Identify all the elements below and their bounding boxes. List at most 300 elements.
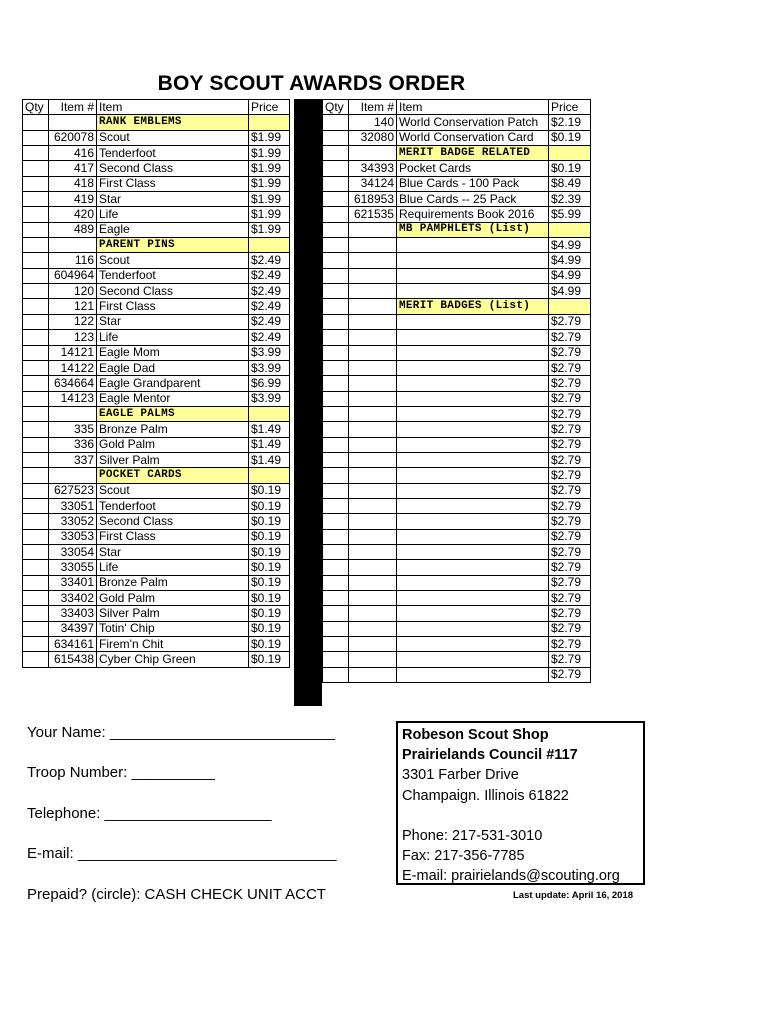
section-header-row [23, 115, 290, 130]
qty-cell[interactable] [23, 376, 49, 391]
table-row [323, 637, 591, 652]
table-row [323, 437, 591, 452]
qty-cell[interactable] [323, 130, 349, 145]
section-header-row [23, 406, 290, 421]
item-number-cell [349, 360, 397, 375]
qty-cell[interactable] [23, 299, 49, 314]
qty-cell[interactable] [23, 391, 49, 406]
price-cell: $0.19 [249, 544, 290, 559]
price-cell: $0.19 [249, 575, 290, 590]
table-row [23, 422, 290, 437]
item-number-cell [349, 146, 397, 161]
item-number-cell: 418 [49, 176, 97, 191]
item-name-cell [397, 468, 549, 483]
item-number-cell [349, 575, 397, 590]
qty-cell[interactable] [323, 514, 349, 529]
name-field[interactable]: Your Name: ___________________________ [27, 724, 336, 741]
item-name-cell: Silver Palm [97, 606, 249, 621]
qty-cell[interactable] [323, 606, 349, 621]
item-number-cell: 417 [49, 161, 97, 176]
table-row [23, 192, 290, 207]
item-name-cell [397, 314, 549, 329]
item-number-cell: 618953 [349, 192, 397, 207]
qty-cell[interactable] [23, 146, 49, 161]
item-name-cell [397, 621, 549, 636]
qty-cell[interactable] [323, 192, 349, 207]
price-cell: $2.49 [249, 314, 290, 329]
header-qty: Qty [323, 100, 349, 115]
table-row [23, 621, 290, 636]
qty-cell[interactable] [323, 637, 349, 652]
item-name-cell [397, 268, 549, 283]
header-name: Item [397, 100, 549, 115]
qty-cell[interactable] [323, 591, 349, 606]
qty-cell [23, 238, 49, 253]
section-header-row [323, 146, 591, 161]
price-cell: $2.79 [549, 514, 591, 529]
table-row [23, 575, 290, 590]
section-label: MB PAMPHLETS (List) [397, 222, 549, 237]
item-name-cell [397, 575, 549, 590]
table-row [323, 345, 591, 360]
price-cell: $1.99 [249, 192, 290, 207]
qty-cell[interactable] [23, 483, 49, 498]
table-row [23, 268, 290, 283]
price-cell: $2.79 [549, 376, 591, 391]
qty-cell[interactable] [323, 345, 349, 360]
section-label: RANK EMBLEMS [97, 115, 249, 130]
price-cell: $1.99 [249, 207, 290, 222]
qty-cell[interactable] [323, 452, 349, 467]
table-row [23, 529, 290, 544]
qty-cell[interactable] [323, 560, 349, 575]
qty-cell[interactable] [23, 284, 49, 299]
shop-fax: Fax: 217-356-7785 [402, 848, 525, 865]
table-row [23, 591, 290, 606]
table-row [323, 422, 591, 437]
qty-cell[interactable] [23, 575, 49, 590]
table-row [23, 222, 290, 237]
price-cell: $2.79 [549, 360, 591, 375]
header-row [323, 100, 591, 115]
table-row [323, 652, 591, 667]
qty-cell[interactable] [23, 652, 49, 667]
item-name-cell: Cyber Chip Green [97, 652, 249, 667]
item-name-cell: Scout [97, 130, 249, 145]
price-cell: $0.19 [249, 498, 290, 513]
qty-cell[interactable] [323, 529, 349, 544]
table-row [323, 575, 591, 590]
price-cell: $2.49 [249, 268, 290, 283]
price-cell: $1.99 [249, 130, 290, 145]
price-cell: $8.49 [549, 176, 591, 191]
item-name-cell: Eagle Dad [97, 360, 249, 375]
qty-cell[interactable] [323, 621, 349, 636]
table-row [23, 176, 290, 191]
item-number-cell [349, 314, 397, 329]
qty-cell[interactable] [323, 406, 349, 421]
price-cell: $3.99 [249, 345, 290, 360]
item-number-cell [349, 529, 397, 544]
price-cell: $2.79 [549, 575, 591, 590]
item-name-cell: Scout [97, 483, 249, 498]
qty-cell[interactable] [323, 268, 349, 283]
qty-cell[interactable] [323, 115, 349, 130]
section-header-row [23, 468, 290, 483]
table-row [23, 606, 290, 621]
item-name-cell [397, 544, 549, 559]
table-row [323, 330, 591, 345]
qty-cell[interactable] [323, 284, 349, 299]
item-number-cell: 14121 [49, 345, 97, 360]
table-row [23, 345, 290, 360]
right-order-table [322, 99, 591, 683]
price-cell: $4.99 [549, 284, 591, 299]
table-row [23, 376, 290, 391]
item-name-cell [397, 483, 549, 498]
qty-cell[interactable] [23, 360, 49, 375]
item-number-cell: 14122 [49, 360, 97, 375]
price-cell [249, 238, 290, 253]
item-name-cell: Eagle [97, 222, 249, 237]
item-name-cell: Star [97, 544, 249, 559]
qty-cell[interactable] [23, 130, 49, 145]
qty-cell[interactable] [23, 330, 49, 345]
left-order-table [22, 99, 290, 668]
table-row [23, 652, 290, 667]
price-cell: $0.19 [549, 130, 591, 145]
qty-cell[interactable] [23, 314, 49, 329]
item-name-cell [397, 606, 549, 621]
header-num: Item # [349, 100, 397, 115]
qty-cell[interactable] [23, 621, 49, 636]
table-row [23, 452, 290, 467]
item-number-cell [349, 391, 397, 406]
item-number-cell [349, 560, 397, 575]
telephone-field[interactable]: Telephone: ____________________ [27, 805, 272, 822]
table-row [323, 192, 591, 207]
price-cell: $2.79 [549, 529, 591, 544]
item-name-cell: Life [97, 560, 249, 575]
item-number-cell [349, 437, 397, 452]
column-divider [294, 99, 322, 706]
item-number-cell [349, 591, 397, 606]
table-row [323, 314, 591, 329]
item-number-cell [349, 253, 397, 268]
table-row [323, 238, 591, 253]
item-number-cell [349, 238, 397, 253]
item-number-cell: 34397 [49, 621, 97, 636]
item-name-cell: Eagle Mom [97, 345, 249, 360]
item-number-cell: 416 [49, 146, 97, 161]
header-row [23, 100, 290, 115]
qty-cell[interactable] [23, 268, 49, 283]
item-number-cell: 34393 [349, 161, 397, 176]
qty-cell[interactable] [23, 591, 49, 606]
item-name-cell: Tenderfoot [97, 498, 249, 513]
section-label: MERIT BADGES (List) [397, 299, 549, 314]
qty-cell [323, 222, 349, 237]
price-cell: $1.99 [249, 146, 290, 161]
table-row [323, 130, 591, 145]
price-cell: $2.19 [549, 115, 591, 130]
price-cell: $0.19 [549, 161, 591, 176]
item-name-cell [397, 591, 549, 606]
item-name-cell [397, 345, 549, 360]
email-field[interactable]: E-mail: _______________________________ [27, 845, 337, 862]
item-name-cell: Tenderfoot [97, 146, 249, 161]
item-number-cell [349, 345, 397, 360]
item-name-cell: Totin' Chip [97, 621, 249, 636]
table-row [23, 437, 290, 452]
header-price: Price [549, 100, 591, 115]
table-row [23, 330, 290, 345]
table-row [323, 544, 591, 559]
table-row [23, 514, 290, 529]
qty-cell[interactable] [323, 207, 349, 222]
table-row [23, 637, 290, 652]
qty-cell[interactable] [23, 222, 49, 237]
qty-cell[interactable] [323, 544, 349, 559]
qty-cell[interactable] [323, 176, 349, 191]
table-row [23, 498, 290, 513]
price-cell: $2.79 [549, 483, 591, 498]
troop-number-field[interactable]: Troop Number: __________ [27, 764, 215, 781]
qty-cell[interactable] [23, 606, 49, 621]
price-cell: $2.79 [549, 391, 591, 406]
item-name-cell [397, 376, 549, 391]
item-number-cell: 33401 [49, 575, 97, 590]
price-cell: $2.79 [549, 652, 591, 667]
table-row [323, 268, 591, 283]
price-cell: $2.79 [549, 606, 591, 621]
price-cell [249, 468, 290, 483]
table-row [23, 314, 290, 329]
item-name-cell: Blue Cards - 100 Pack [397, 176, 549, 191]
item-number-cell [349, 606, 397, 621]
prepaid-field[interactable]: Prepaid? (circle): CASH CHECK UNIT ACCT [27, 886, 326, 903]
qty-cell[interactable] [23, 529, 49, 544]
table-row [323, 161, 591, 176]
item-number-cell: 420 [49, 207, 97, 222]
qty-cell[interactable] [323, 652, 349, 667]
price-cell: $0.19 [249, 483, 290, 498]
qty-cell[interactable] [323, 161, 349, 176]
price-cell: $0.19 [249, 560, 290, 575]
section-header-row [323, 222, 591, 237]
item-number-cell [349, 514, 397, 529]
qty-cell[interactable] [323, 253, 349, 268]
item-name-cell: Gold Palm [97, 437, 249, 452]
price-cell: $2.79 [549, 345, 591, 360]
item-name-cell: Second Class [97, 161, 249, 176]
item-number-cell [349, 284, 397, 299]
table-row [23, 161, 290, 176]
item-number-cell: 627523 [49, 483, 97, 498]
price-cell: $2.39 [549, 192, 591, 207]
item-number-cell: 604964 [49, 268, 97, 283]
item-name-cell [397, 253, 549, 268]
item-number-cell: 121 [49, 299, 97, 314]
price-cell: $2.79 [549, 406, 591, 421]
item-number-cell: 33053 [49, 529, 97, 544]
item-name-cell: Silver Palm [97, 452, 249, 467]
price-cell: $2.79 [549, 667, 591, 682]
item-number-cell: 140 [349, 115, 397, 130]
qty-cell[interactable] [23, 637, 49, 652]
item-number-cell: 634664 [49, 376, 97, 391]
item-name-cell [397, 667, 549, 682]
price-cell: $4.99 [549, 253, 591, 268]
price-cell: $1.99 [249, 161, 290, 176]
qty-cell[interactable] [323, 330, 349, 345]
item-number-cell: 33055 [49, 560, 97, 575]
item-number-cell [349, 667, 397, 682]
qty-cell[interactable] [323, 422, 349, 437]
price-cell: $0.19 [249, 591, 290, 606]
qty-cell[interactable] [323, 498, 349, 513]
item-number-cell: 620078 [49, 130, 97, 145]
price-cell: $6.99 [249, 376, 290, 391]
price-cell: $2.49 [249, 284, 290, 299]
item-number-cell: 634161 [49, 637, 97, 652]
qty-cell [323, 146, 349, 161]
item-name-cell: Bronze Palm [97, 575, 249, 590]
qty-cell[interactable] [23, 161, 49, 176]
item-number-cell: 14123 [49, 391, 97, 406]
qty-cell[interactable] [323, 238, 349, 253]
price-cell: $0.19 [249, 637, 290, 652]
item-name-cell [397, 498, 549, 513]
item-number-cell [349, 652, 397, 667]
section-label: EAGLE PALMS [97, 406, 249, 421]
table-row [323, 529, 591, 544]
item-number-cell [349, 222, 397, 237]
item-number-cell: 489 [49, 222, 97, 237]
item-number-cell [349, 544, 397, 559]
item-name-cell: Tenderfoot [97, 268, 249, 283]
qty-cell[interactable] [323, 483, 349, 498]
table-row [323, 667, 591, 682]
qty-cell[interactable] [23, 207, 49, 222]
item-number-cell: 33052 [49, 514, 97, 529]
item-number-cell [349, 330, 397, 345]
qty-cell[interactable] [23, 192, 49, 207]
qty-cell[interactable] [323, 667, 349, 682]
table-row [323, 498, 591, 513]
item-name-cell [397, 391, 549, 406]
item-number-cell: 621535 [349, 207, 397, 222]
item-name-cell [397, 437, 549, 452]
table-row [323, 591, 591, 606]
section-label: PARENT PINS [97, 238, 249, 253]
qty-cell[interactable] [23, 176, 49, 191]
qty-cell[interactable] [23, 544, 49, 559]
price-cell: $2.49 [249, 299, 290, 314]
item-name-cell: First Class [97, 529, 249, 544]
table-row [23, 560, 290, 575]
item-name-cell [397, 529, 549, 544]
shop-address-line2: Champaign. Illinois 61822 [402, 787, 569, 804]
item-number-cell [349, 498, 397, 513]
price-cell [249, 115, 290, 130]
item-number-cell: 337 [49, 452, 97, 467]
price-cell: $2.79 [549, 498, 591, 513]
table-row [323, 452, 591, 467]
section-header-row [23, 238, 290, 253]
qty-cell[interactable] [23, 345, 49, 360]
item-name-cell [397, 652, 549, 667]
qty-cell[interactable] [323, 391, 349, 406]
qty-cell[interactable] [323, 376, 349, 391]
qty-cell[interactable] [23, 498, 49, 513]
page-title: BOY SCOUT AWARDS ORDER [157, 72, 466, 95]
price-cell: $2.49 [249, 253, 290, 268]
price-cell: $2.49 [249, 330, 290, 345]
table-row [323, 560, 591, 575]
qty-cell[interactable] [323, 314, 349, 329]
qty-cell[interactable] [323, 575, 349, 590]
item-number-cell: 33051 [49, 498, 97, 513]
item-name-cell: Eagle Mentor [97, 391, 249, 406]
last-update: Last update: April 16, 2018 [513, 890, 634, 901]
qty-cell[interactable] [23, 514, 49, 529]
price-cell: $2.79 [549, 468, 591, 483]
price-cell: $1.49 [249, 452, 290, 467]
qty-cell[interactable] [23, 253, 49, 268]
item-number-cell [349, 637, 397, 652]
qty-cell[interactable] [23, 422, 49, 437]
item-number-cell [349, 406, 397, 421]
table-row [23, 253, 290, 268]
item-number-cell [349, 468, 397, 483]
section-label: POCKET CARDS [97, 468, 249, 483]
item-number-cell [49, 115, 97, 130]
item-number-cell [349, 376, 397, 391]
table-row [23, 146, 290, 161]
price-cell [549, 222, 591, 237]
item-name-cell: First Class [97, 299, 249, 314]
price-cell: $2.79 [549, 621, 591, 636]
shop-info-box [396, 721, 645, 885]
qty-cell[interactable] [23, 452, 49, 467]
qty-cell [323, 299, 349, 314]
item-name-cell: Requirements Book 2016 [397, 207, 549, 222]
qty-cell[interactable] [23, 560, 49, 575]
item-name-cell [397, 637, 549, 652]
qty-cell[interactable] [323, 360, 349, 375]
item-number-cell: 123 [49, 330, 97, 345]
item-number-cell: 34124 [349, 176, 397, 191]
qty-cell[interactable] [323, 468, 349, 483]
item-name-cell [397, 422, 549, 437]
price-cell: $2.79 [549, 544, 591, 559]
item-number-cell [49, 406, 97, 421]
qty-cell[interactable] [23, 437, 49, 452]
item-name-cell: Second Class [97, 514, 249, 529]
price-cell: $2.79 [549, 330, 591, 345]
item-name-cell [397, 406, 549, 421]
item-name-cell: Second Class [97, 284, 249, 299]
item-number-cell [349, 621, 397, 636]
qty-cell[interactable] [323, 437, 349, 452]
item-name-cell [397, 284, 549, 299]
price-cell: $1.99 [249, 176, 290, 191]
table-row [23, 299, 290, 314]
table-row [323, 621, 591, 636]
item-number-cell [349, 299, 397, 314]
table-row [323, 483, 591, 498]
